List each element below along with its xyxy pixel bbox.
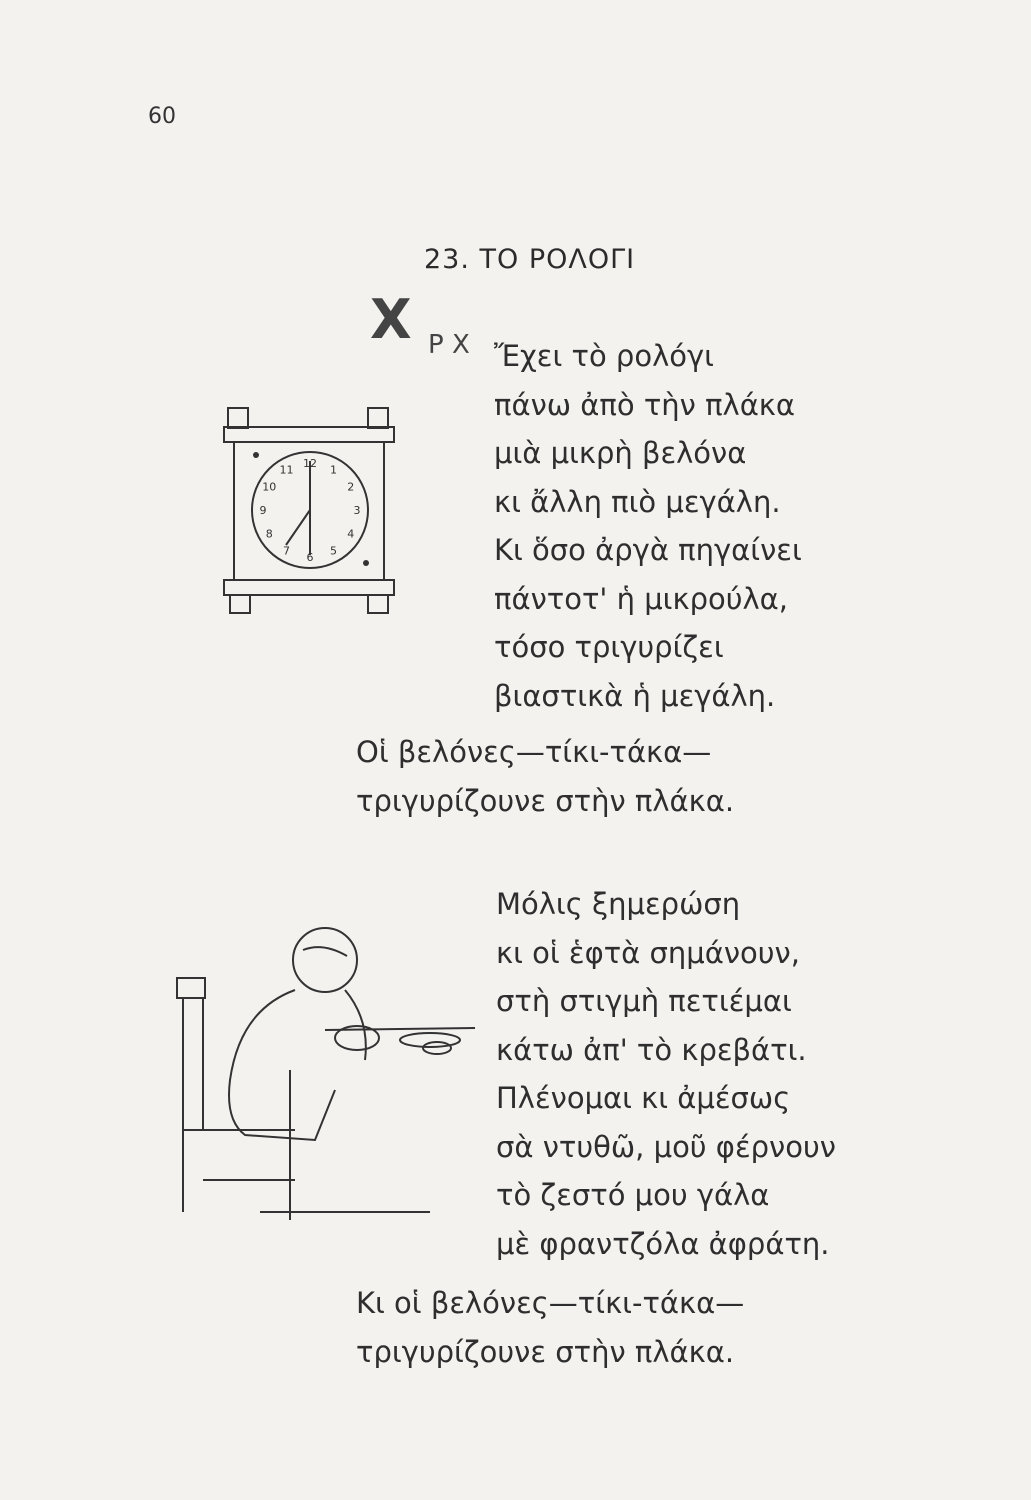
verse-line: στὴ στιγμὴ πετιέμαι bbox=[496, 984, 792, 1018]
verse-line: τριγυρίζουνε στὴν πλάκα. bbox=[356, 1334, 735, 1369]
verse-line: Κι οἱ βελόνες—τίκι-τάκα— bbox=[356, 1286, 745, 1320]
verse-line: μὲ φραντζόλα ἀφράτη. bbox=[496, 1226, 830, 1261]
page-number: 60 bbox=[148, 104, 176, 129]
handwritten-rx-mark: Ρ Χ bbox=[428, 330, 470, 360]
verse-line: Ἔχει τὸ ρολόγι bbox=[494, 339, 714, 373]
handwritten-x-mark: X bbox=[370, 288, 412, 351]
verse-line: τὸ ζεστό μου γάλα bbox=[496, 1178, 770, 1212]
clock-numeral: 9 bbox=[259, 504, 267, 517]
clock-numeral: 10 bbox=[262, 480, 277, 494]
clock-illustration-icon bbox=[218, 405, 404, 620]
clock-numeral: 3 bbox=[353, 504, 361, 517]
refrain-1 bbox=[356, 728, 734, 825]
child-at-table-illustration-icon bbox=[175, 920, 475, 1225]
clock-numeral: 5 bbox=[330, 544, 337, 558]
verse-line: τριγυρίζουνε στὴν πλάκα. bbox=[356, 783, 735, 818]
verse-line: κι ἄλλη πιὸ μεγάλη. bbox=[494, 484, 781, 519]
stanza-1 bbox=[494, 332, 802, 720]
verse-line: σὰ ντυθῶ, μοῦ φέρνουν bbox=[496, 1129, 836, 1164]
verse-line: κάτω ἀπ' τὸ κρεβάτι. bbox=[496, 1032, 807, 1067]
verse-line: πάνω ἀπὸ τὴν πλάκα bbox=[494, 387, 796, 422]
verse-line: Κι ὅσο ἀργὰ πηγαίνει bbox=[494, 533, 802, 567]
clock-numeral: 8 bbox=[265, 527, 273, 541]
verse-line: Οἱ βελόνες—τίκι-τάκα— bbox=[356, 735, 712, 769]
verse-line: μιὰ μικρὴ βελόνα bbox=[494, 436, 747, 470]
clock-numeral: 4 bbox=[347, 527, 355, 541]
verse-line: Πλένομαι κι ἀμέσως bbox=[496, 1081, 791, 1115]
poem-title: 23. ΤΟ ΡΟΛΟΓΙ bbox=[424, 244, 636, 275]
clock-numeral: 6 bbox=[306, 551, 314, 564]
verse-line: βιαστικὰ ἡ μεγάλη. bbox=[494, 678, 776, 713]
stanza-2 bbox=[496, 880, 836, 1268]
clock-numeral: 12 bbox=[303, 457, 317, 470]
verse-line: τόσο τριγυρίζει bbox=[494, 630, 724, 664]
refrain-2 bbox=[356, 1279, 744, 1376]
verse-line: πάντοτ' ἡ μικρούλα, bbox=[494, 581, 789, 616]
verse-line: κι οἱ ἑφτὰ σημάνουν, bbox=[496, 935, 800, 970]
clock-numeral: 11 bbox=[279, 463, 294, 477]
verse-line: Μόλις ξημερώση bbox=[496, 887, 741, 921]
clock-numeral: 2 bbox=[347, 480, 355, 494]
clock-numeral: 7 bbox=[283, 544, 290, 558]
clock-numeral: 1 bbox=[330, 463, 337, 477]
